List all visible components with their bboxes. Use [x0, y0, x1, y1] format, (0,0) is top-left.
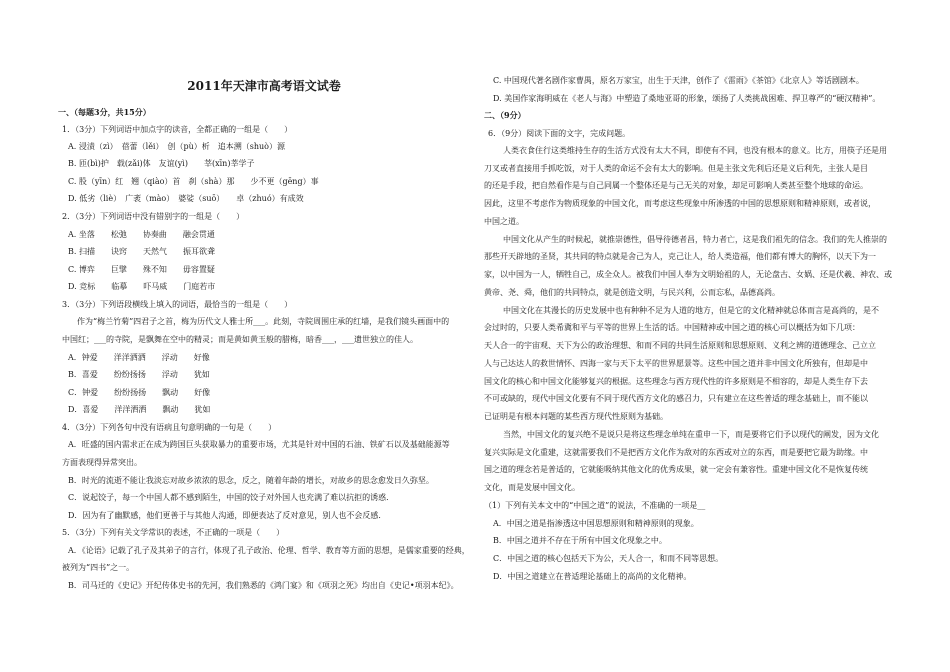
q3-passage-line1: 作为“梅兰竹菊”四君子之首，梅为历代文人雅士所___。此刻，寺院周围庄承的红墙，是我们镜头画面中的	[77, 317, 450, 326]
passage-line: 天人合一的宇宙观、天下为公的政治理想、和而不同的共同生活原则和思想原则、义利之辨的道德理念、己立立	[484, 341, 876, 350]
sub1-option-d: D．中国之道建立在普适理论基础上的高尚的文化精神。	[493, 572, 692, 581]
page-title: 2011年天津市高考语文试卷	[187, 79, 341, 93]
q5-option-b: B．司马迁的《史记》开纪传体史书的先河，我们熟悉的《鸿门宴》和《项羽之死》均出自《史记•项羽本纪》。	[68, 581, 459, 590]
passage-line: 因此，这里不考虑作为物质现象的中国文化，而考虑这些现象中所渗透的中国的思想原则和精神原则，或者说，	[484, 199, 876, 208]
passage-line: 中国文化在其漫长的历史发展中也有种种不足为人道的地方，但是它的文化精神就总体而言是高尚的，是不	[503, 306, 879, 315]
q2-option-a: A. 坐落 松弛 协奏曲 融会贯通	[68, 230, 215, 239]
passage-line: 那些开天辟地的圣贤，其共同的特点就是舍己为人，克己让人，给人类造福，他们都有博大的胸怀，以天下为一	[484, 252, 876, 261]
passage-line: 家，以中国为一人，牺牲自己，成全众人。被我们中国人奉为文明始祖的人，无论盘古、女娲、还是伏羲、神农、或	[484, 270, 892, 279]
q4-option-c: C．说起饺子，每一个中国人都不感到陌生，中国的饺子对外国人也充满了难以抗拒的诱惑．	[68, 493, 395, 502]
section1-header: 一、（每题3分，共15分）	[58, 107, 151, 117]
passage-line: 人与己达达人的救世情怀、四海一家与天下太平的世界愿景等。这些中国之道并非中国文化所独有，但却是中	[484, 359, 868, 368]
q5-option-c: C. 中国现代著名剧作家曹禺，原名万家宝，出生于天津，创作了《雷雨》《茶馆》《北京人》等话剧剧本。	[493, 76, 864, 85]
sub-question-1: （1）下列有关本文中的“中国之道”的说法，不准确的一项是__	[484, 501, 706, 510]
q3-option-d: D．喜爱 洋洋洒洒 飘动 犹如	[68, 405, 211, 414]
q4-option-d: D．因为有了幽默感，他们更善于与其他人沟通，即便表达了反对意见，别人也不会反感．	[68, 511, 387, 520]
passage-line: 会过时的，只要人类希冀和平与平等的世界上生活的话。中国精神或中国之道的核心可以概括为如下几项：	[484, 323, 860, 332]
q4-option-a-line2: 方面表现得异常突出。	[62, 458, 142, 467]
passage-line: 国之道的理念若是普适的，它就能吸纳其他文化的优秀成果，就一定会有兼容性。重建中国文化不是恢复传统	[484, 465, 868, 474]
passage-line: 黄帝、尧、舜，他们的共同特点，就是创造文明，与民兴利，公而忘私，品德高尚。	[484, 288, 780, 297]
sub1-option-c: C．中国之道的核心包括天下为公，天人合一，和而不同等思想。	[493, 554, 724, 563]
q4-option-a-line1: A．旺盛的国内需求正在成为跨国巨头获取暴力的重要市场，尤其是针对中国的石油、铁矿石以及基础能源等	[68, 440, 450, 449]
q6-stem: 6．（9分）阅读下面的文字，完成问题。	[488, 129, 631, 138]
q5-option-a-line1: A．《论语》记载了孔子及其弟子的言行，体现了孔子政治、伦理、哲学、教育等方面的思想，是儒家重要的经典，	[68, 546, 470, 555]
q4-stem: 4．（3分）下列各句中没有语病且句意明确的一句是（ ）	[62, 423, 277, 432]
passage-line: 中国文化从产生的时候起，就推崇德性，倡导待德者昌，特力者亡，这是我们祖先的信念。我们的先人推崇的	[503, 235, 887, 244]
passage-line: 刀叉或者直接用手抓吃饭，对于人类的命运不会有太大的影响。但是主张文先利后还是义后利先，主张人是目	[484, 164, 868, 173]
q3-passage-line2: 中国红；___的寺院，是飘舞在空中的精灵；而是黄如黄玉般的腊梅，暗香___，___遗世独立的佳人。	[62, 335, 418, 344]
q2-stem: 2．（3分）下列词语中没有错别字的一组是（ ）	[62, 212, 245, 221]
passage-line: 的还是手段，把自然看作是与自己同属一个整体还是与己无关的对象，却足可影响人类甚至整个地球的命运。	[484, 181, 868, 190]
passage-line: 不可或缺的，现代中国文化要有不同于现代西方文化的感召力，只有建立在这些普适的理念基础上，而不能以	[484, 394, 868, 403]
q5-option-d: D. 美国作家海明威在《老人与海》中塑造了桑地亚哥的形象，颂扬了人类挑战困难、捍卫尊严的“硬汉精神”。	[493, 94, 881, 103]
section2-header: 二、（9分）	[484, 110, 526, 120]
q1-option-d: D. 低劣（liè） 广袤（mào） 婆娑（suō） 卓（zhuó）有成效	[68, 194, 304, 203]
passage-line: 当然，中国文化的复兴绝不是说只是将这些理念单纯在重申一下，而是要将它们予以现代的阐发，因为文化	[503, 430, 879, 439]
q3-option-c: C．钟爱 纷纷扬扬 飘动 好像	[68, 388, 211, 397]
q2-option-c: C. 博弈 巨擘 殊不知 毋容置疑	[68, 265, 215, 274]
q2-option-b: B. 扫描 诀窍 天然气 振耳欲聋	[68, 247, 215, 256]
q2-option-d: D. 竞标 临摹 吓马威 门庭若市	[68, 282, 216, 291]
q4-option-b: B．时光的流逝不能让我淡忘对故乡浓浓的思念，反之，随着年龄的增长，对故乡的思念愈发日久弥坚。	[68, 476, 434, 485]
passage-line: 文化，而是发展中国文化。	[484, 483, 580, 492]
passage-line: 中国之道。	[484, 217, 524, 226]
q3-option-b: B．喜爱 纷纷扬扬 浮动 犹如	[68, 370, 210, 379]
q5-option-a-line2: 被列为“四书”之一。	[62, 563, 135, 572]
passage-line: 国文化的核心和中国文化能够复兴的根据。这些理念与西方现代性的许多原则是不相容的，却是人类生存下去	[484, 377, 868, 386]
sub1-option-b: B．中国之道并不存在于所有中国文化现象之中。	[493, 536, 667, 545]
passage-line: 人类衣食住行这类维持生存的生活方式没有太大不同，即使有不同，也没有根本的意义。比方，用筷子还是用	[503, 146, 887, 155]
q3-option-a: A．钟爱 洋洋洒洒 浮动 好像	[68, 353, 210, 362]
passage-line: 复兴实际是文化重建，这就需要我们不是把西方文化作为敌对的东西或对立的东西，而是要把它最为助缘。中	[484, 448, 868, 457]
q1-option-b: B. 匝(bì)护 载(zǎi)体 友谊(yì) 莘(xīn)莘学子	[68, 159, 255, 168]
q1-option-c: C. 股（yīn）红 翘（qiào）首 刹（shà）那 少不更（gēng）事	[68, 177, 319, 186]
q5-stem: 5．（3分）下列有关文学常识的表述，不正确的一项是（ ）	[62, 528, 285, 537]
q1-option-a: A. 浸渍（zì） 蓓蕾（lěi） 创（pù）析 追本溯（shuò）源	[68, 142, 285, 151]
sub1-option-a: A．中国之道是指渗透这中国思想原则和精神原则的现象。	[493, 519, 699, 528]
passage-line: 已证明是有根本问题的某些西方现代性原则为基础。	[484, 412, 668, 421]
q3-stem: 3．（3分）下列语段横线上填入的词语，最恰当的一组是（ ）	[62, 300, 293, 309]
q1-stem: 1．（3分）下列词语中加点字的读音，全都正确的一组是（ ）	[62, 125, 293, 134]
